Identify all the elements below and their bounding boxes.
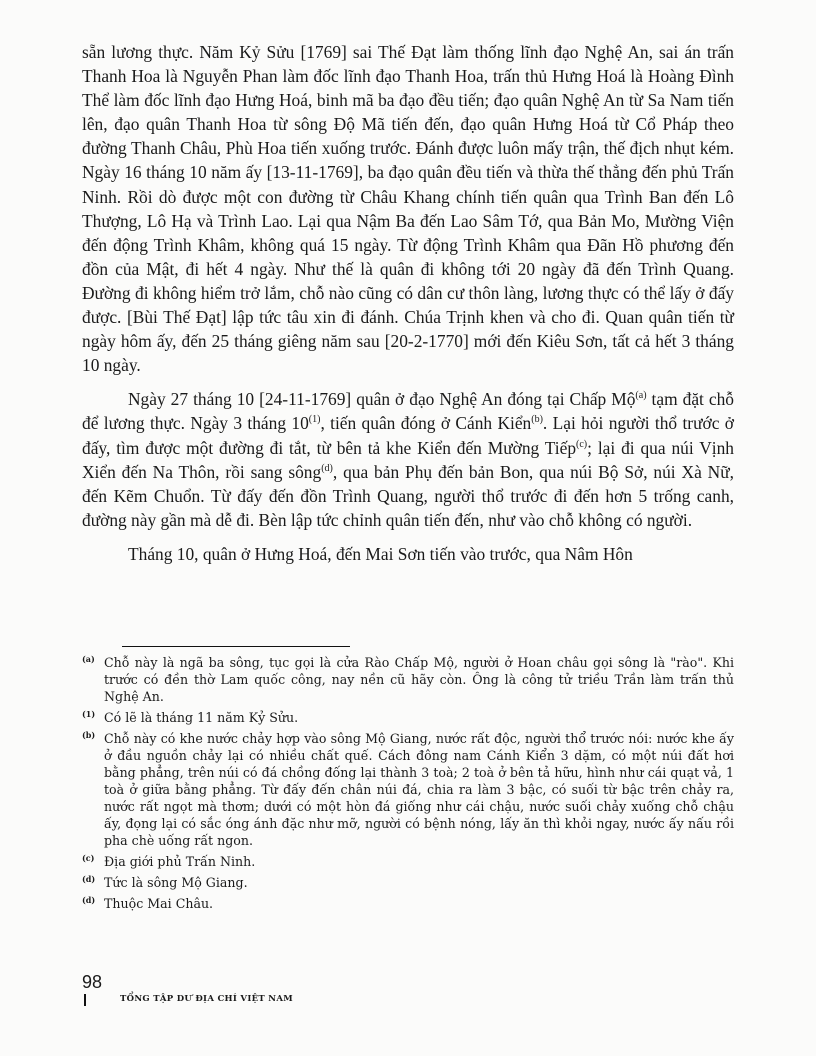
text-segment: , qua bản Phụ đến bản Bon, qua núi Bộ Sở, núi Xà Nữ, đến Kẽm Chuổn. Từ đấy đến đồn Trình Quang, người thổ trước đi đến hơn 5 trống canh, đường này gần mà dễ đi. Bèn lập tức chỉnh quân tiến đến, như vào chỗ không có người.: [82, 461, 734, 530]
text-segment: ; lại đi qua núi Vịnh Xiển đến Na Thôn, rồi sang sông: [82, 437, 734, 482]
text-segment: Ngày 27 tháng 10 [24-11-1769] quân ở đạo Nghệ An đóng tại Chấp Mộ: [128, 389, 636, 410]
footnote-ref-1[interactable]: (1): [308, 414, 321, 426]
paragraph-1: sẵn lương thực. Năm Kỷ Sửu [1769] sai Thế Đạt làm thống lĩnh đạo Nghệ An, sai án trấn Thanh Hoa là Nguyễn Phan làm đốc lĩnh đạo Thanh Hoa, trấn thủ Hưng Hoá là Hoàng Đình Thể làm đốc lĩnh đạo Hưng Hoá, binh mã ba đạo đều tiến; đạo quân Nghệ An từ Sa Nam tiến lên, đạo quân Thanh Hoa từ sông Độ Mã tiến đến, đạo quân Hưng Hoá từ Cổ Pháp theo đường Thanh Châu, Phù Hoa tiến xuống trước. Đánh được luôn mấy trận, thế địch nhụt kém. Ngày 16 tháng 10 năm ấy [13-11-1769], ba đạo quân đều tiến và thừa thế thẳng đến phủ Trấn Ninh. Rồi dò được một con đường từ Châu Khang chính tiến quân qua Trình Ban đến Lô Thượng, Lô Hạ và Trình Lao. Lại qua Nậm Ba đến Lao Sâm Tớ, qua Bản Mo, Mường Viện đến động Trình Khâm, không quá 15 ngày. Từ động Trình Khâm qua Đãn Hồ phương đến đồn của Mật, đi hết 4 ngày. Như thế là quân đi không tới 20 ngày đã đến Trình Quang. Đường đi không hiểm trở lắm, chỗ nào cũng có dân cư thôn làng, lương thực có thể lấy ở đấy được. [Bùi Thế Đạt] lập tức tâu xin đi đánh. Chúa Trịnh khen và cho đi. Quan quân tiến từ ngày hôm ấy, đến 25 tháng giêng năm sau [20-2-1770] mới đến Kiêu Sơn, tất cả hết 3 tháng 10 ngày.: [82, 42, 734, 376]
footnote-divider: [122, 646, 350, 647]
footnote-d-2: [82, 895, 734, 912]
footnote-marker: (1): [82, 709, 96, 719]
footnote-text: Tức là sông Mộ Giang.: [104, 875, 248, 890]
footnote-marker: (d): [82, 874, 96, 884]
footnote-text: Có lẽ là tháng 11 năm Kỷ Sửu.: [104, 710, 299, 725]
footnote-marker: (a): [82, 654, 95, 664]
text-segment: tạm đặt chỗ để lương thực. Ngày 3 tháng 10: [82, 389, 734, 434]
paragraph-3: Tháng 10, quân ở Hưng Hoá, đến Mai Sơn tiến vào trước, qua Nâm Hôn: [128, 543, 633, 564]
footnote-ref-c[interactable]: (c): [576, 438, 588, 450]
text-segment: , tiến quân đóng ở Cánh Kiển: [320, 413, 532, 434]
footnote-text: Chỗ này là ngã ba sông, tục gọi là cửa Rào Chấp Mộ, người ở Hoan châu gọi sông là "rào". Khi trước có đền thờ Lam quốc công, nay nền cũ hãy còn. Ông là công tử triều Trần làm trấn thủ Nghệ An.: [104, 655, 734, 704]
footnote-c: [82, 853, 734, 870]
page-number: 98: [82, 972, 103, 992]
footnote-marker: (c): [82, 853, 95, 863]
footnote-d: [82, 874, 734, 891]
paragraph-2: [82, 387, 734, 532]
footnote-b: [82, 730, 734, 849]
footnote-1: [82, 709, 734, 726]
footnote-ref-d[interactable]: (d): [321, 462, 333, 474]
footnote-text: Chỗ này có khe nước chảy hợp vào sông Mộ Giang, nước rất độc, người thổ trước nói: nước khe ấy ở đầu nguồn chảy lại có nhiều chất quế. Cách đông nam Cánh Kiển 3 dặm, có một núi đất hơi bằng phẳng, trên núi có đá chồng đống lại thành 3 toà; 2 toà ở bên tả hữu, hình như cái quạt vả, 1 toà ở giữa bằng phẳng. Từ đấy đến chân núi đá, chia ra làm 3 bậc, có suối từ bậc trên chảy ra, nước rất ngọt mà thơm; dưới có một hòn đá giống như cái chậu, nước suối chảy xuống chỗ chậu ấy, đọng lại có sắc óng ánh đặc như mỡ, người có bệnh nóng, lấy ăn thì khỏi ngay, nước ấy nấu rồi pha chè uống rất ngon.: [104, 731, 734, 848]
footnote-text: Địa giới phủ Trấn Ninh.: [104, 854, 256, 869]
footnote-ref-b[interactable]: (b): [531, 414, 543, 426]
footnote-text: Thuộc Mai Châu.: [104, 896, 214, 911]
main-text: [82, 40, 734, 566]
page-body: [82, 40, 734, 576]
page-number-bar: [84, 994, 86, 1006]
text-segment: . Lại hỏi người thổ trước ở đấy, tìm được một đường đi tắt, từ bên tả khe Kiển đến Mường Tiếp: [82, 413, 734, 458]
running-title: TỔNG TẬP DƯ ĐỊA CHÍ VIỆT NAM: [120, 994, 293, 1004]
footnote-a: [82, 654, 734, 705]
footnote-marker: (d): [82, 895, 96, 905]
footnote-ref-a[interactable]: (a): [635, 390, 647, 402]
footnotes: [82, 654, 734, 916]
footnote-marker: (b): [82, 730, 96, 740]
